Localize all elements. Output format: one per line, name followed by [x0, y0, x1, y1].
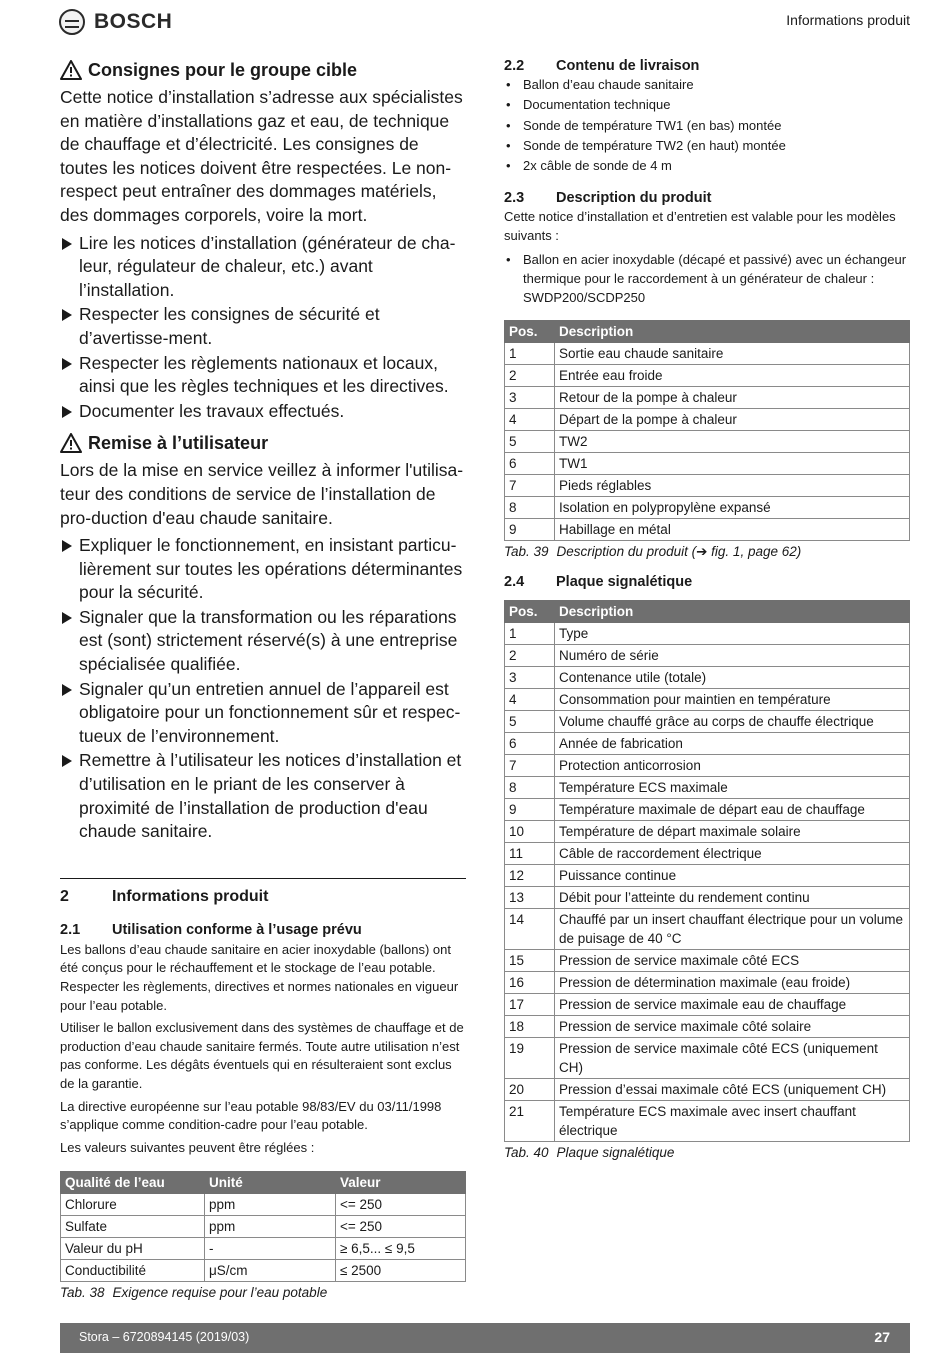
table-row [505, 886, 910, 908]
table-row [505, 820, 910, 842]
table-cell: 13 [505, 886, 555, 908]
column-header: Qualité de l’eau [61, 1172, 205, 1194]
table-cell: 5 [505, 710, 555, 732]
table-row [61, 1238, 466, 1260]
table-cell: Protection anticorrosion [555, 754, 910, 776]
table-cell: 14 [505, 908, 555, 949]
table-row [505, 644, 910, 666]
table-row [505, 430, 910, 452]
table-number: Tab. 38 [60, 1285, 105, 1301]
table-row [505, 518, 910, 540]
table-row [505, 452, 910, 474]
table-cell: 1 [505, 342, 555, 364]
water-quality-table [60, 1171, 466, 1282]
table-cell: 16 [505, 971, 555, 993]
table-cell: 15 [505, 949, 555, 971]
table-cell: Consommation pour maintien en température [555, 688, 910, 710]
table-row [505, 364, 910, 386]
table-row [61, 1216, 466, 1238]
bosch-logo [59, 9, 172, 35]
table-cell: μS/cm [205, 1260, 336, 1282]
list-item: • Sonde de température TW2 (en haut) montée [504, 136, 910, 156]
table-cell: Entrée eau froide [555, 364, 910, 386]
delivery-contents-list [504, 75, 910, 176]
section-heading-2-2 [504, 58, 910, 74]
table-row [505, 688, 910, 710]
paragraph: Les ballons d’eau chaude sanitaire en acier inoxydable (ballons) ont été conçus pour le réchauffement et le stockage de l’eau potable. Respecter les règlements, directives et normes nationales en vigueur pour l’eau potable. [60, 941, 459, 1013]
table-cell: Câble de raccordement électrique [555, 842, 910, 864]
table-cell: 17 [505, 993, 555, 1015]
table-cell: 3 [505, 666, 555, 688]
paragraph: Cette notice d’installation et d’entretien est valable pour les modèles suivants : [504, 209, 896, 244]
step-item: Respecter les règlements nationaux et locaux, ainsi que les règles techniques et les directives. [60, 352, 466, 399]
table-row [505, 474, 910, 496]
table-cell: Contenance utile (totale) [555, 666, 910, 688]
table-row [505, 798, 910, 820]
list-item: • Documentation technique [504, 95, 910, 115]
table-cell: 19 [505, 1037, 555, 1078]
table-cell: Numéro de série [555, 644, 910, 666]
table-row [505, 776, 910, 798]
table-cell: 18 [505, 1015, 555, 1037]
table-row [61, 1260, 466, 1282]
table-row [505, 1037, 910, 1078]
chapter-title: Informations produit [112, 887, 269, 905]
section-title: Utilisation conforme à l’usage prévu [112, 921, 362, 938]
table-row [505, 386, 910, 408]
table-cell: Volume chauffé grâce au corps de chauffe électrique [555, 710, 910, 732]
warning-text: Cette notice d’installation s’adresse aux spécialistes en matière d’installations gaz et eau, de technique de chauffage et d’électricité. Les consignes de toutes les notices doivent être respectées. Le non-respect peut entraîner des dommages matériels, des dommages corporels, voire la mort. [60, 87, 463, 225]
section-title: Plaque signalétique [556, 573, 693, 590]
table-cell: ppm [205, 1216, 336, 1238]
table-cell: 21 [505, 1100, 555, 1141]
table-cell: ≤ 2500 [336, 1260, 466, 1282]
warning-title [60, 56, 466, 84]
list-item: • Ballon d’eau chaude sanitaire [504, 75, 910, 95]
table-row [505, 710, 910, 732]
product-description-table [504, 320, 910, 541]
table-cell: Retour de la pompe à chaleur [555, 386, 910, 408]
table-row [61, 1194, 466, 1216]
bosch-armature-icon [59, 9, 85, 35]
table-cell: 12 [505, 864, 555, 886]
table-row [505, 496, 910, 518]
table-row [505, 666, 910, 688]
table-cell: Type [555, 622, 910, 644]
section-title: Description du produit [556, 190, 712, 207]
table-cell: Débit pour l’atteinte du rendement continu [555, 886, 910, 908]
table-cell: <= 250 [336, 1194, 466, 1216]
table-cell: Pression de service maximale côté ECS (uniquement CH) [555, 1037, 910, 1078]
warning-title [60, 429, 466, 457]
table-cell: 4 [505, 688, 555, 710]
section-number: 2.3 [504, 190, 525, 207]
table-cell: 7 [505, 474, 555, 496]
table-cell: Pression de détermination maximale (eau froide) [555, 971, 910, 993]
section-heading-2-1 [60, 922, 466, 938]
table-row [505, 908, 910, 949]
table-row [505, 993, 910, 1015]
table-row [505, 408, 910, 430]
chapter-number: 2 [60, 887, 69, 905]
table-caption [504, 544, 910, 560]
table-cell: 2 [505, 644, 555, 666]
paragraph: La directive européenne sur l’eau potable 98/83/EV du 03/11/1998 s’applique comme condition-cadre pour l’eau potable. [60, 1098, 442, 1133]
table-cell: 9 [505, 798, 555, 820]
document-reference: Stora – 6720894145 (2019/03) [79, 1330, 250, 1344]
table-cell: - [205, 1238, 336, 1260]
chapter-divider [60, 878, 466, 879]
table-row [505, 622, 910, 644]
table-cell: 6 [505, 732, 555, 754]
paragraph: Les valeurs suivantes peuvent être réglées : [60, 1139, 315, 1155]
step-item: Respecter les consignes de sécurité et d’avertisse-ment. [60, 303, 466, 350]
list-item: • Sonde de température TW1 (en bas) montée [504, 116, 910, 136]
page-header [0, 0, 950, 45]
warning-block-handover [60, 429, 466, 844]
column-header: Valeur [336, 1172, 466, 1194]
column-header: Description [555, 320, 910, 342]
model-list [504, 250, 910, 307]
table-row [505, 732, 910, 754]
table-cell: ppm [205, 1194, 336, 1216]
table-cell: Isolation en polypropylène expansé [555, 496, 910, 518]
table-row [505, 971, 910, 993]
table-cell: Température ECS maximale avec insert chauffant électrique [555, 1100, 910, 1141]
column-header: Pos. [505, 320, 555, 342]
table-row [505, 1100, 910, 1141]
table-cell: 4 [505, 408, 555, 430]
table-caption [504, 1145, 910, 1160]
table-cell: Habillage en métal [555, 518, 910, 540]
warning-triangle-icon [60, 433, 82, 453]
table-header-row [505, 320, 910, 342]
table-cell: Pression d’essai maximale côté ECS (uniquement CH) [555, 1078, 910, 1100]
table-cell: Chlorure [61, 1194, 205, 1216]
section-number: 2.1 [60, 921, 81, 938]
table-cell: Température ECS maximale [555, 776, 910, 798]
column-header: Pos. [505, 600, 555, 622]
section-heading-2-4 [504, 574, 910, 590]
table-cell: <= 250 [336, 1216, 466, 1238]
brand-name: BOSCH [94, 10, 173, 33]
table-cell: 5 [505, 430, 555, 452]
paragraph: Utiliser le ballon exclusivement dans des systèmes de chauffage et de production d’eau chaude sanitaire fermés. Toute autre utilisation n’est pas conforme. Les dégâts éventuels qui en résulteraient sont exclus de la garantie. [60, 1020, 464, 1091]
section-title: Contenu de livraison [556, 58, 700, 74]
step-item: Remettre à l’utilisateur les notices d’installation et d’utilisation en le priant de les conserver à proximité de l’installation de production d'eau chaude sanitaire. [60, 749, 466, 843]
table-cell: Pression de service maximale côté solaire [555, 1015, 910, 1037]
table-cell: TW1 [555, 452, 910, 474]
table-cell: Pression de service maximale eau de chauffage [555, 993, 910, 1015]
section-title: Informations produit [786, 12, 910, 28]
table-caption-text: Description du produit (➔ fig. 1, page 62) [556, 543, 802, 559]
left-column [60, 56, 466, 1300]
table-caption [60, 1285, 466, 1300]
table-caption-text: Exigence requise pour l’eau potable [112, 1285, 328, 1301]
table-cell: 11 [505, 842, 555, 864]
table-cell: Année de fabrication [555, 732, 910, 754]
table-cell: 1 [505, 622, 555, 644]
list-item: • Ballon en acier inoxydable (décapé et passivé) avec un échangeur thermique pour le raccordement à un générateur de chaleur : SWDP200/SCDP250 [504, 250, 910, 307]
page-footer [60, 1323, 910, 1353]
table-cell: Température de départ maximale solaire [555, 820, 910, 842]
table-cell: 10 [505, 820, 555, 842]
table-cell: 20 [505, 1078, 555, 1100]
table-row [505, 1078, 910, 1100]
table-cell: Puissance continue [555, 864, 910, 886]
list-item: • 2x câble de sonde de 4 m [504, 156, 910, 176]
table-number: Tab. 40 [504, 1144, 549, 1160]
step-item: Documenter les travaux effectués. [60, 400, 466, 424]
table-cell: Pression de service maximale côté ECS [555, 949, 910, 971]
section-number: 2.4 [504, 573, 525, 590]
table-row [505, 949, 910, 971]
table-caption-text: Plaque signalétique [556, 1144, 675, 1160]
warning-text: Lors de la mise en service veillez à informer l'utilisa-teur des conditions de service de l’installation de pro-duction d'eau chaude sanitaire. [60, 460, 464, 528]
step-item: Expliquer le fonctionnement, en insistant particu-lièrement sur toutes les opérations déterminantes pour la sécurité. [60, 534, 466, 605]
table-row [505, 842, 910, 864]
step-item: Signaler qu’un entretien annuel de l’appareil est obligatoire pour un fonctionnement sûr et respec-tueux de l’environnement. [60, 678, 466, 749]
section-number: 2.2 [504, 58, 525, 74]
table-row [505, 342, 910, 364]
table-cell: 7 [505, 754, 555, 776]
table-cell: Température maximale de départ eau de chauffage [555, 798, 910, 820]
step-item: Lire les notices d’installation (générateur de cha-leur, régulateur de chaleur, etc.) avant l’installation. [60, 232, 466, 303]
table-cell: Conductibilité [61, 1260, 205, 1282]
table-cell: 6 [505, 452, 555, 474]
table-cell: 8 [505, 776, 555, 798]
table-number: Tab. 39 [504, 543, 549, 559]
right-column [504, 58, 910, 1160]
table-cell: Sortie eau chaude sanitaire [555, 342, 910, 364]
table-cell: Chauffé par un insert chauffant électrique pour un volume de puisage de 40 °C [555, 908, 910, 949]
table-row [505, 754, 910, 776]
warning-title-text: Consignes pour le groupe cible [88, 59, 358, 80]
table-cell: Sulfate [61, 1216, 205, 1238]
table-cell: TW2 [555, 430, 910, 452]
table-cell: 3 [505, 386, 555, 408]
table-row [505, 1015, 910, 1037]
table-cell: Départ de la pompe à chaleur [555, 408, 910, 430]
warning-title-text: Remise à l’utilisateur [88, 432, 269, 453]
warning-triangle-icon [60, 60, 82, 80]
table-header-row [61, 1172, 466, 1194]
column-header: Description [555, 600, 910, 622]
table-cell: 2 [505, 364, 555, 386]
step-item: Signaler que la transformation ou les réparations est (sont) strictement réservé(s) à une entreprise spécialisée qualifiée. [60, 606, 466, 677]
warning-block-target-group [60, 56, 466, 423]
page-number: 27 [874, 1329, 890, 1345]
chapter-heading [60, 888, 466, 906]
column-header: Unité [205, 1172, 336, 1194]
table-cell: 8 [505, 496, 555, 518]
table-cell: Valeur du pH [61, 1238, 205, 1260]
table-row [505, 864, 910, 886]
table-cell: Pieds réglables [555, 474, 910, 496]
table-cell: 9 [505, 518, 555, 540]
section-heading-2-3 [504, 190, 910, 206]
table-cell: ≥ 6,5... ≤ 9,5 [336, 1238, 466, 1260]
table-header-row [505, 600, 910, 622]
rating-plate-table [504, 600, 910, 1142]
